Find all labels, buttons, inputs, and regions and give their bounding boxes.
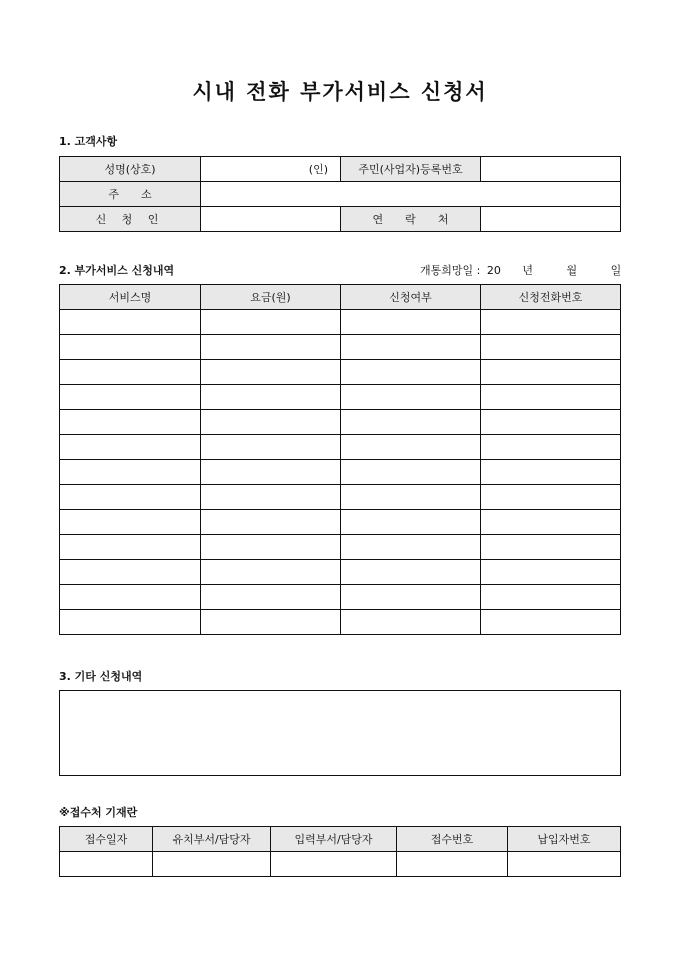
table-row xyxy=(60,435,621,460)
payer-number-field[interactable] xyxy=(508,852,621,877)
table-cell[interactable] xyxy=(481,335,621,360)
table-cell[interactable] xyxy=(201,485,341,510)
open-date-label: 개통희망일 : xyxy=(420,264,481,277)
table-cell[interactable] xyxy=(481,585,621,610)
contact-label: 연락처 xyxy=(341,207,481,232)
column-header: 요금(원) xyxy=(201,285,341,310)
column-header: 서비스명 xyxy=(60,285,201,310)
registration-number-label: 주민(사업자)등록번호 xyxy=(341,157,481,182)
table-cell[interactable] xyxy=(201,310,341,335)
column-header: 입력부서/담당자 xyxy=(271,827,397,852)
table-cell[interactable] xyxy=(481,460,621,485)
address-field[interactable] xyxy=(201,182,621,207)
table-row xyxy=(60,610,621,635)
reception-number-field[interactable] xyxy=(397,852,508,877)
table-cell[interactable] xyxy=(60,510,201,535)
table-row xyxy=(60,410,621,435)
registration-number-field[interactable] xyxy=(481,157,621,182)
column-header: 신청여부 xyxy=(341,285,481,310)
table-cell[interactable] xyxy=(481,510,621,535)
table-cell[interactable] xyxy=(341,310,481,335)
table-row xyxy=(60,360,621,385)
table-cell[interactable] xyxy=(60,560,201,585)
input-dept-field[interactable] xyxy=(271,852,397,877)
table-cell[interactable] xyxy=(481,610,621,635)
table-cell[interactable] xyxy=(341,585,481,610)
table-cell[interactable] xyxy=(60,610,201,635)
table-row xyxy=(60,385,621,410)
table-cell[interactable] xyxy=(201,335,341,360)
table-row xyxy=(60,535,621,560)
month-unit: 월 xyxy=(566,264,578,277)
table-cell[interactable] xyxy=(201,460,341,485)
table-cell[interactable] xyxy=(341,460,481,485)
table-cell[interactable] xyxy=(201,610,341,635)
other-request-field[interactable] xyxy=(59,690,621,776)
service-rows xyxy=(60,310,621,635)
table-cell[interactable] xyxy=(201,535,341,560)
table-row xyxy=(60,310,621,335)
table-cell[interactable] xyxy=(341,535,481,560)
table-cell[interactable] xyxy=(481,385,621,410)
section-customer-heading: 1. 고객사항 xyxy=(59,135,118,148)
column-header: 납입자번호 xyxy=(508,827,621,852)
table-row xyxy=(60,585,621,610)
table-cell[interactable] xyxy=(341,385,481,410)
table-cell[interactable] xyxy=(201,410,341,435)
applicant-field[interactable] xyxy=(201,207,341,232)
table-cell[interactable] xyxy=(341,610,481,635)
table-cell[interactable] xyxy=(60,460,201,485)
table-cell[interactable] xyxy=(60,535,201,560)
service-table xyxy=(59,284,621,635)
table-cell[interactable] xyxy=(60,585,201,610)
page-title: 시내 전화 부가서비스 신청서 xyxy=(192,79,488,104)
open-date-line xyxy=(420,262,621,278)
table-cell[interactable] xyxy=(341,485,481,510)
table-cell[interactable] xyxy=(341,335,481,360)
column-header: 접수번호 xyxy=(397,827,508,852)
column-header: 유치부서/담당자 xyxy=(153,827,271,852)
table-cell[interactable] xyxy=(60,360,201,385)
table-cell[interactable] xyxy=(481,435,621,460)
table-cell[interactable] xyxy=(201,360,341,385)
table-cell[interactable] xyxy=(201,585,341,610)
open-year[interactable]: 20 xyxy=(486,264,501,277)
table-row xyxy=(60,485,621,510)
table-cell[interactable] xyxy=(60,410,201,435)
column-header: 신청전화번호 xyxy=(481,285,621,310)
address-label: 주소 xyxy=(60,182,201,207)
table-cell[interactable] xyxy=(481,360,621,385)
column-header: 접수일자 xyxy=(60,827,153,852)
table-cell[interactable] xyxy=(341,410,481,435)
table-cell[interactable] xyxy=(201,510,341,535)
table-cell[interactable] xyxy=(481,535,621,560)
name-field[interactable] xyxy=(201,157,341,182)
table-cell[interactable] xyxy=(481,560,621,585)
table-row xyxy=(60,560,621,585)
table-cell[interactable] xyxy=(60,335,201,360)
contact-field[interactable] xyxy=(481,207,621,232)
reception-table xyxy=(59,826,621,877)
table-cell[interactable] xyxy=(481,485,621,510)
table-cell[interactable] xyxy=(481,410,621,435)
table-row xyxy=(60,335,621,360)
table-cell[interactable] xyxy=(341,360,481,385)
table-cell[interactable] xyxy=(201,435,341,460)
reception-date-field[interactable] xyxy=(60,852,153,877)
table-cell[interactable] xyxy=(481,310,621,335)
name-label: 성명(상호) xyxy=(60,157,201,182)
table-cell[interactable] xyxy=(341,510,481,535)
applicant-label: 신 청 인 xyxy=(60,207,201,232)
table-row xyxy=(60,510,621,535)
customer-info-table xyxy=(59,156,621,232)
table-cell[interactable] xyxy=(341,435,481,460)
table-cell[interactable] xyxy=(60,310,201,335)
table-cell[interactable] xyxy=(201,560,341,585)
table-cell[interactable] xyxy=(201,385,341,410)
table-cell[interactable] xyxy=(341,560,481,585)
table-cell[interactable] xyxy=(60,385,201,410)
seal-mark: (인) xyxy=(308,163,328,176)
attract-dept-field[interactable] xyxy=(153,852,271,877)
table-cell[interactable] xyxy=(60,485,201,510)
year-unit: 년 xyxy=(522,264,533,277)
table-cell[interactable] xyxy=(60,435,201,460)
section-reception-heading: ※접수처 기재란 xyxy=(59,806,138,819)
section-other-heading: 3. 기타 신청내역 xyxy=(59,670,143,683)
section-service-heading: 2. 부가서비스 신청내역 xyxy=(59,264,175,277)
day-unit: 일 xyxy=(610,264,622,277)
table-row xyxy=(60,460,621,485)
